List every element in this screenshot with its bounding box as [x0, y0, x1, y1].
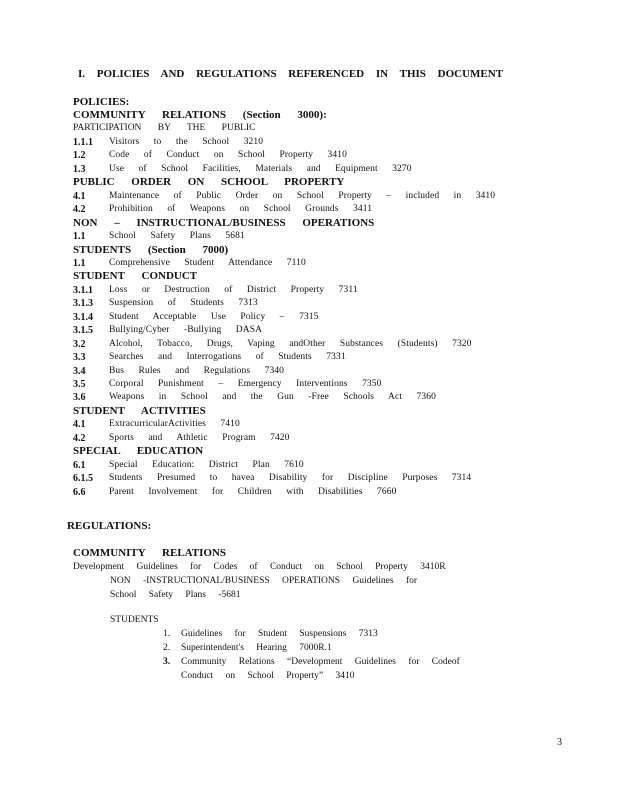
policy-text: Alcohol, Tobacco, Drugs, Vaping andOther Substances (Students) 7320 [109, 338, 472, 349]
reg-list-text: Superintendent's Hearing 7000R.1 [181, 643, 332, 653]
policy-number: 4.1 [73, 190, 86, 202]
policy-text: Bullying/Cyber -Bullying DASA [109, 325, 263, 336]
policy-heading-text: STUDENTS (Section 7000) [73, 243, 229, 256]
policy-text: Comprehensive Student Attendance 7110 [109, 257, 306, 268]
development-guidelines-line: Development Guidelines for Codes of Conduct on School Property 3410R [73, 562, 446, 572]
policy-text: Use of School Facilities, Materials and Equipment 3270 [109, 163, 412, 174]
policy-number: 3.1.5 [73, 325, 93, 337]
policy-group-heading [73, 405, 206, 418]
policy-text: Students Presumed to havea Disability for Discipline Purposes 7314 [109, 473, 472, 484]
policy-heading-text: PUBLIC ORDER ON SCHOOL PROPERTY [73, 176, 345, 189]
regulations-label: REGULATIONS: [67, 520, 152, 532]
policy-text: Visitors to the School 3210 [109, 136, 264, 147]
policy-number: 3.3 [73, 352, 86, 364]
policy-text: Special Education: District Plan 7610 [109, 459, 304, 470]
reg-list-item [163, 643, 332, 653]
policy-text: ExtracurricularActivities 7410 [109, 419, 240, 430]
school-safety-line: School Safety Plans -5681 [110, 590, 241, 600]
reg-list-text: Community Relations “Development Guidelines for Codeof [181, 657, 460, 667]
policy-number: 4.2 [73, 204, 86, 216]
policy-number: 1.2 [73, 150, 86, 162]
community-relations-heading: COMMUNITY RELATIONS [73, 547, 227, 559]
policy-heading-text: COMMUNITY RELATIONS (Section 3000): [73, 109, 327, 121]
policies-label: POLICIES: [73, 96, 130, 108]
policy-group-heading [73, 176, 344, 189]
policy-text: Sports and Athletic Program 7420 [109, 432, 290, 443]
reg-list-item [163, 629, 378, 639]
policy-number: 3.2 [73, 338, 86, 350]
policy-text: Weapons in School and the Gun -Free Schools Act 7360 [109, 392, 436, 403]
policy-text: Maintenance of Public Order on School Property – included in 3410 [109, 190, 496, 201]
reg-list-continuation: Conduct on School Property” 3410 [181, 671, 355, 681]
reg-list-num: 3. [163, 657, 171, 667]
policy-number: 1.3 [73, 163, 86, 175]
policy-text: Code of Conduct on School Property 3410 [109, 150, 347, 161]
policy-heading-text: SPECIAL EDUCATION [73, 445, 204, 458]
policy-number: 1.1.1 [73, 136, 93, 148]
policy-text: Corporal Punishment – Emergency Interventions 7350 [109, 379, 382, 389]
policy-group-heading [73, 244, 228, 257]
policy-text: Parent Involvement for Children with Disabilities 7660 [109, 486, 397, 497]
policy-heading-text: PARTICIPATION BY THE PUBLIC [73, 123, 256, 134]
policy-number: 6.1 [73, 459, 86, 471]
policy-heading-text: NON – INSTRUCTIONAL/BUSINESS OPERATIONS [73, 216, 375, 229]
reg-list-num: 1. [163, 629, 171, 639]
non-instructional-line: NON -INSTRUCTIONAL/BUSINESS OPERATIONS Guidelines for [110, 576, 418, 586]
students-label: STUDENTS [110, 615, 159, 625]
policy-heading-text: STUDENT CONDUCT [73, 270, 198, 283]
reg-list-text: Guidelines for Student Suspensions 7313 [181, 629, 378, 639]
policy-text: Student Acceptable Use Policy – 7315 [109, 311, 319, 322]
policy-group-heading [73, 445, 203, 458]
policy-number: 3.1.1 [73, 284, 93, 296]
reg-list-item [163, 657, 460, 667]
policy-group-heading [73, 270, 197, 283]
policy-number: 3.6 [73, 392, 86, 404]
policy-group-heading [73, 217, 374, 230]
policy-text: Bus Rules and Regulations 7340 [109, 365, 285, 376]
policy-text: Loss or Destruction of District Property 7311 [109, 284, 358, 295]
policy-number: 6.6 [73, 486, 86, 498]
policy-text: Prohibition of Weapons on School Grounds 3411 [109, 204, 373, 215]
policy-number: 1.1 [73, 257, 86, 269]
policy-text: School Safety Plans 5681 [109, 231, 245, 242]
section-heading: I. POLICIES AND REGULATIONS REFERENCED IN THIS DOCUMENT [78, 68, 504, 80]
policy-subheading [73, 122, 255, 135]
policy-number: 4.2 [73, 432, 86, 444]
policy-number: 3.4 [73, 365, 86, 377]
policy-number: 3.5 [73, 379, 86, 390]
policy-number: 4.1 [73, 419, 86, 431]
policy-heading-text: STUDENT ACTIVITIES [73, 404, 206, 417]
page-number: 3 [557, 737, 562, 748]
policy-number: 1.1 [73, 231, 86, 243]
policy-text: Suspension of Students 7313 [109, 298, 258, 309]
reg-list-num: 2. [163, 643, 171, 653]
policy-number: 6.1.5 [73, 473, 93, 485]
policy-group-heading [73, 109, 327, 122]
policy-number: 3.1.4 [73, 311, 93, 323]
policy-text: Searches and Interrogations of Students 7331 [109, 352, 346, 363]
policy-number: 3.1.3 [73, 298, 93, 310]
